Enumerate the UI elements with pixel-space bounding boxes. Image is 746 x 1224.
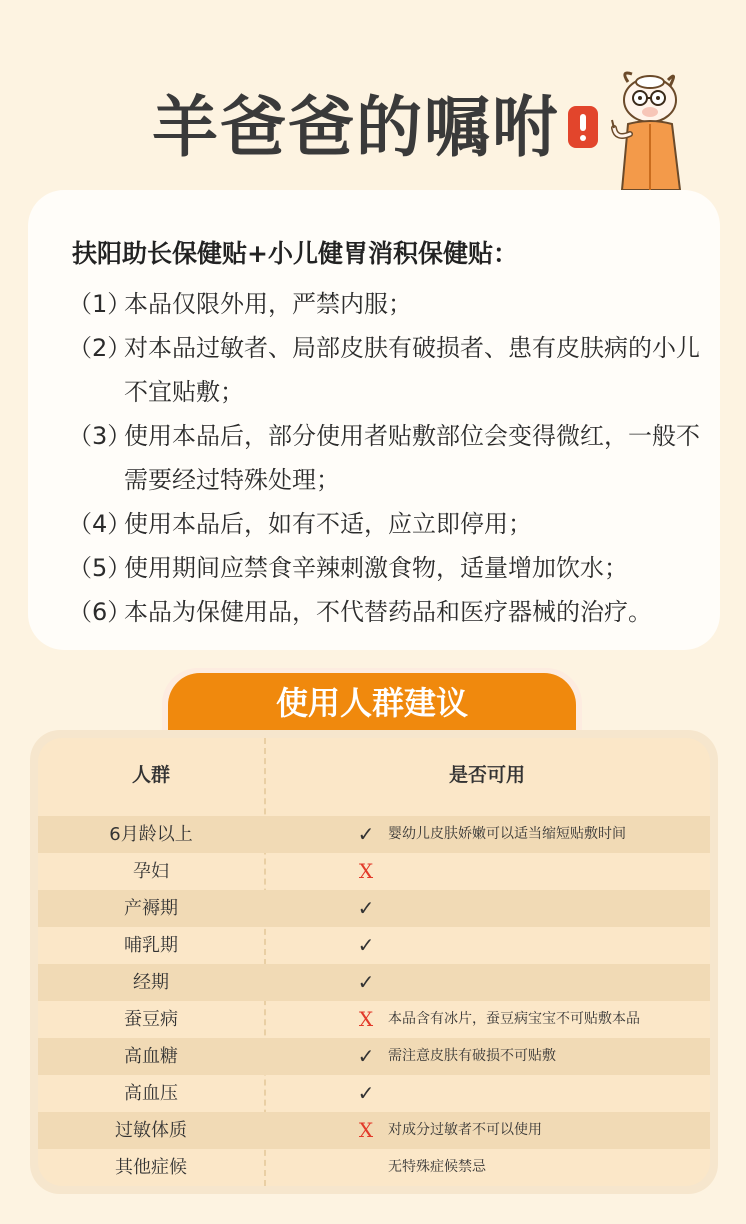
item-number: （5） — [68, 554, 132, 582]
notice-list — [68, 282, 704, 634]
item-number: （1） — [68, 290, 132, 318]
item-number: （3） — [68, 422, 132, 450]
cross-icon: X — [358, 1118, 374, 1142]
check-icon: ✓ — [357, 1081, 375, 1105]
cross-icon: X — [358, 1007, 374, 1031]
table-row — [38, 964, 710, 1001]
check-icon: ✓ — [357, 896, 375, 920]
group-cell: 孕妇 — [133, 861, 169, 882]
item-text: 使用本品后，如有不适，应立即停用； — [124, 510, 532, 538]
group-cell: 蚕豆病 — [124, 1009, 178, 1030]
check-icon: ✓ — [357, 1044, 375, 1068]
note-cell: 本品含有冰片，蚕豆病宝宝不可贴敷本品 — [388, 1011, 640, 1027]
table-row — [38, 890, 710, 927]
table-body — [38, 738, 710, 1186]
page-title: 羊爸爸的嘱咐 — [152, 88, 560, 166]
list-item — [68, 282, 704, 326]
note-cell: 无特殊症候禁忌 — [388, 1159, 486, 1175]
table-row — [38, 1038, 710, 1075]
group-cell: 过敏体质 — [115, 1120, 187, 1141]
list-item — [68, 414, 704, 502]
item-number: （6） — [68, 598, 132, 626]
table-row — [38, 816, 710, 853]
group-cell: 高血压 — [124, 1083, 178, 1104]
table-row — [38, 1001, 710, 1038]
table-row — [38, 1075, 710, 1112]
list-item — [68, 502, 704, 546]
cross-icon: X — [358, 859, 374, 883]
group-cell: 高血糖 — [124, 1046, 178, 1067]
item-text: 对本品过敏者、局部皮肤有破损者、患有皮肤病的小儿不宜贴敷； — [124, 334, 700, 406]
group-cell: 其他症候 — [115, 1157, 187, 1178]
table-row — [38, 1149, 710, 1186]
recommendation-table — [30, 730, 718, 1194]
note-cell: 需注意皮肤有破损不可贴敷 — [388, 1048, 556, 1064]
group-cell: 经期 — [133, 972, 169, 993]
check-icon: ✓ — [357, 970, 375, 994]
item-text: 本品为保健用品，不代替药品和医疗器械的治疗。 — [124, 598, 652, 626]
item-number: （4） — [68, 510, 132, 538]
list-item — [68, 546, 704, 590]
group-cell: 哺乳期 — [124, 935, 178, 956]
notice-heading: 扶阳助长保健贴+小儿健胃消积保健贴： — [72, 239, 518, 268]
item-text: 使用期间应禁食辛辣刺激食物，适量增加饮水； — [124, 554, 628, 582]
header — [0, 0, 746, 200]
table-row — [38, 927, 710, 964]
check-icon: ✓ — [357, 822, 375, 846]
notice-card — [28, 190, 720, 650]
check-icon: ✓ — [357, 933, 375, 957]
header-usable: 是否可用 — [448, 764, 525, 786]
recommendation-tab — [162, 668, 582, 734]
note-cell: 婴幼儿皮肤娇嫩可以适当缩短贴敷时间 — [388, 826, 626, 842]
list-item — [68, 590, 704, 634]
item-number: （2） — [68, 334, 132, 362]
group-cell: 6月龄以上 — [109, 824, 193, 845]
list-item — [68, 326, 704, 414]
sheep-mascot-icon — [610, 68, 690, 194]
header-group: 人群 — [131, 764, 170, 786]
note-cell: 对成分过敏者不可以使用 — [388, 1122, 542, 1138]
exclamation-icon — [568, 106, 598, 148]
item-text: 本品仅限外用，严禁内服； — [124, 290, 412, 318]
recommendation-title: 使用人群建议 — [168, 673, 576, 734]
item-text: 使用本品后，部分使用者贴敷部位会变得微红，一般不需要经过特殊处理； — [124, 422, 700, 494]
table-row — [38, 1112, 710, 1149]
table-row — [38, 853, 710, 890]
group-cell: 产褥期 — [124, 898, 178, 919]
